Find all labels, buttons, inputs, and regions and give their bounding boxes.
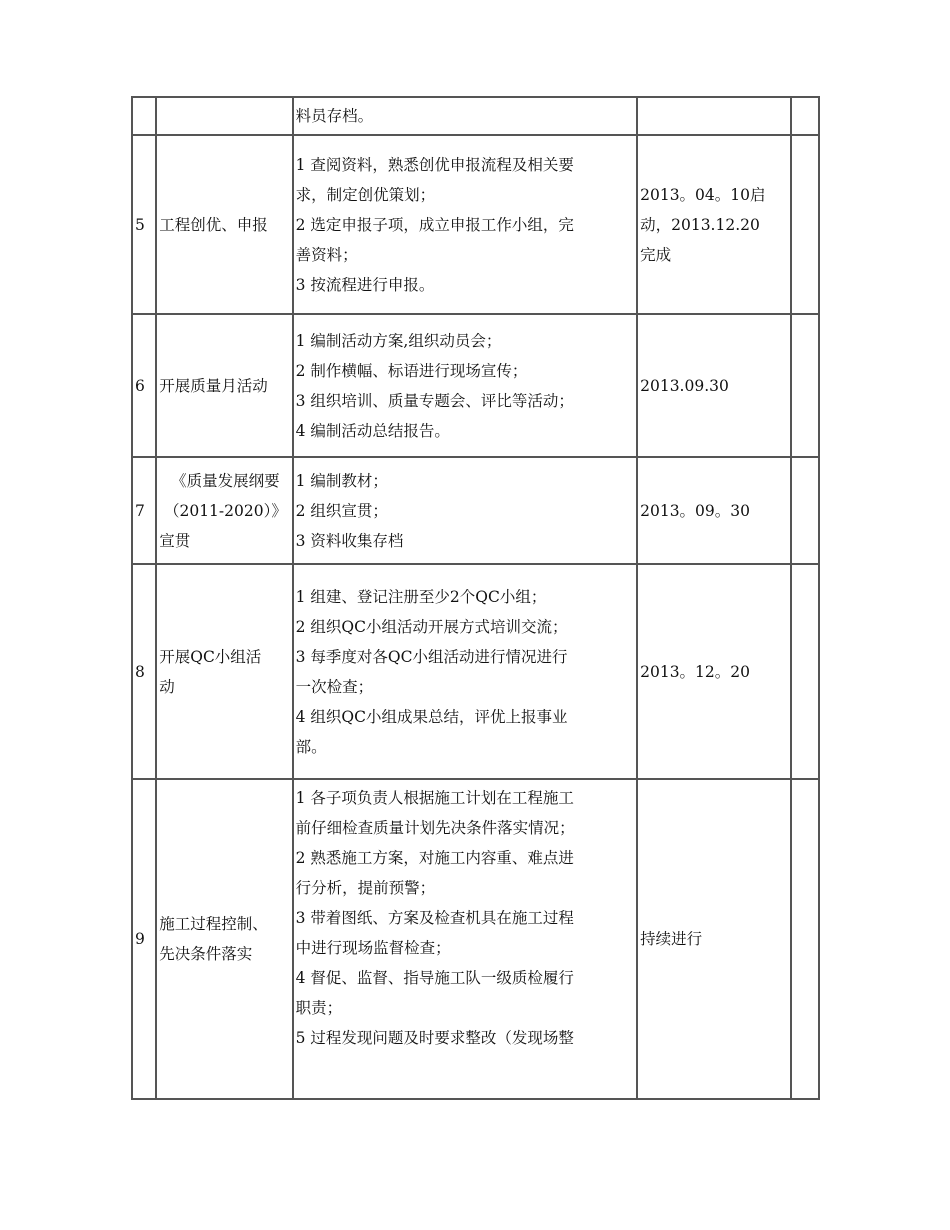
measure-line: 职责； [295, 999, 343, 1017]
item-cell: 开展质量月活动 [156, 314, 292, 457]
measure-line: 1 编制活动方案,组织动员会； [295, 331, 502, 350]
measures-cell [293, 314, 638, 457]
measure-line: 善资料； [295, 245, 358, 264]
time-line: 完成 [640, 245, 672, 264]
row-number-cell [132, 97, 156, 135]
measure-line: 3 组织培训、质量专题会、评比等活动； [295, 391, 574, 410]
time-cell [637, 564, 791, 779]
table-row [132, 135, 819, 314]
time-line: 2013.09.30 [640, 376, 729, 395]
row-number-cell: 7 [132, 457, 156, 564]
table-row [132, 314, 819, 457]
time-line: 动，2013.12.20 [640, 215, 760, 234]
remark-cell [791, 314, 819, 457]
table-row [132, 564, 819, 779]
measures-cell [293, 564, 638, 779]
measure-line: 求，制定创优策划； [295, 185, 436, 204]
time-line: 2013。04。10启 [640, 185, 766, 204]
measure-line: 部。 [295, 737, 327, 756]
measures-cell [293, 779, 638, 1099]
measure-line: 行分析，提前预警； [295, 879, 436, 897]
measure-line: 料员存档。 [295, 107, 374, 125]
measure-line: 4 督促、监督、指导施工队一级质检履行 [295, 969, 574, 987]
measure-line: 3 按流程进行申报。 [295, 275, 435, 294]
time-cell [637, 135, 791, 314]
measure-line: 3 资料收集存档 [295, 531, 404, 550]
measure-line: 1 组建、登记注册至少2个QC小组； [295, 587, 547, 606]
time-cell [637, 97, 791, 135]
measures-cell [293, 457, 638, 564]
measure-line: 2 组织宣贯； [295, 501, 388, 520]
measure-line: 1 各子项负责人根据施工计划在工程施工 [295, 789, 574, 807]
measure-line: 1 查阅资料，熟悉创优申报流程及相关要 [295, 155, 574, 174]
measure-line: 3 带着图纸、方案及检查机具在施工过程 [295, 909, 574, 927]
measure-line: 2 选定申报子项，成立申报工作小组，完 [295, 215, 574, 234]
table-row [132, 457, 819, 564]
measure-line: 2 组织QC小组活动开展方式培训交流； [295, 617, 568, 636]
measure-line: 4 组织QC小组成果总结，评优上报事业 [295, 707, 568, 726]
remark-cell [791, 457, 819, 564]
item-cell: 工程创优、申报 [156, 135, 292, 314]
row-number-cell: 6 [132, 314, 156, 457]
table-row [132, 779, 819, 1099]
remark-cell [791, 564, 819, 779]
time-cell [637, 779, 791, 1099]
time-line: 2013。12。20 [640, 662, 751, 681]
remark-cell [791, 779, 819, 1099]
time-cell [637, 314, 791, 457]
quality-plan-table [131, 96, 820, 1100]
time-cell [637, 457, 791, 564]
measure-line: 1 编制教材； [295, 471, 388, 490]
measures-cell [293, 135, 638, 314]
table-row [132, 97, 819, 135]
measure-line: 4 编制活动总结报告。 [295, 421, 450, 440]
measures-cell [293, 97, 638, 135]
item-cell [156, 779, 292, 1099]
item-line: 宣贯 [159, 531, 191, 550]
item-cell [156, 97, 292, 135]
remark-cell [791, 97, 819, 135]
item-line: 先决条件落实 [159, 945, 253, 963]
row-number-cell: 9 [132, 779, 156, 1099]
measure-line: 一次检查； [295, 677, 374, 696]
measure-line: 中进行现场监督检查； [295, 939, 451, 957]
measure-line: 2 制作横幅、标语进行现场宣传； [295, 361, 528, 380]
item-line: 施工过程控制、 [159, 915, 268, 933]
measure-line: 前仔细检查质量计划先决条件落实情况； [295, 819, 575, 837]
item-line: 动 [159, 677, 175, 696]
remark-cell [791, 135, 819, 314]
measure-line: 2 熟悉施工方案，对施工内容重、难点进 [295, 849, 574, 867]
row-number-cell: 5 [132, 135, 156, 314]
item-cell [156, 457, 292, 564]
item-line: 开展QC小组活 [159, 647, 262, 666]
time-line: 持续进行 [640, 930, 703, 948]
row-number-cell: 8 [132, 564, 156, 779]
item-line: （2011-2020）》 [163, 501, 287, 520]
item-line: 《质量发展纲要 [171, 471, 280, 490]
measure-line: 5 过程发现问题及时要求整改（发现场整 [295, 1029, 574, 1047]
time-line: 2013。09。30 [640, 501, 751, 520]
item-cell [156, 564, 292, 779]
measure-line: 3 每季度对各QC小组活动进行情况进行 [295, 647, 568, 666]
